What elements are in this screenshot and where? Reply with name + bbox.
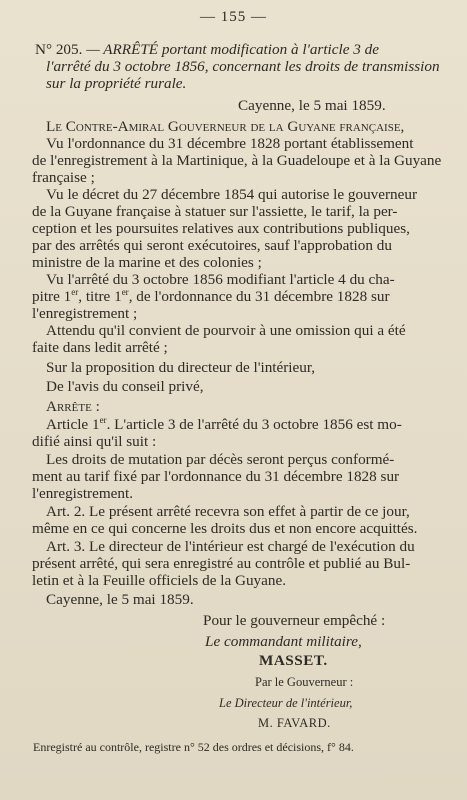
heading-line-1 xyxy=(35,41,379,58)
countersign-line-2: Le Directeur de l'intérieur, xyxy=(219,696,353,710)
place-date: Cayenne, le 5 mai 1859. xyxy=(238,97,386,114)
paragraph-line: ministre de la marine et des colonies ; xyxy=(32,254,262,271)
text-fragment: Article 1 xyxy=(46,416,100,433)
superscript: er xyxy=(71,286,79,297)
paragraph-line: de l'enregistrement à la Martinique, à la Guadeloupe et à la Guyane xyxy=(32,152,442,169)
article-3-line: présent arrêté, qui sera enregistré au contrôle et publié au Bul- xyxy=(32,555,411,572)
article-1-line-2: difié ainsi qu'il suit : xyxy=(32,433,157,450)
closing-date: Cayenne, le 5 mai 1859. xyxy=(46,591,194,608)
signature-name: MASSET. xyxy=(259,652,328,669)
countersign-line-1: Par le Gouverneur : xyxy=(255,675,354,689)
paragraph-line: de la Guyane française à statuer sur l'assiette, le tarif, la per- xyxy=(32,203,398,220)
decree-title-1: — ARRÊTÉ portant modification à l'article 3 de xyxy=(86,41,379,58)
text-fragment: , titre 1 xyxy=(78,288,122,305)
chapitre-line xyxy=(32,288,390,305)
registration-note: Enregistré au contrôle, registre n° 52 des ordres et décisions, f° 84. xyxy=(33,740,354,754)
text-fragment: , de l'ordonnance du 31 décembre 1828 sur xyxy=(128,288,390,305)
quoted-line: l'enregistrement. xyxy=(32,485,133,502)
countersign-name: M. FAVARD. xyxy=(258,716,331,730)
paragraph-line: De l'avis du conseil privé, xyxy=(46,378,204,395)
decree-title-2: l'arrêté du 3 octobre 1856, concernant les droits de transmission xyxy=(46,58,440,75)
signature-line-1: Pour le gouverneur empêché : xyxy=(203,612,386,629)
arrete-label: Arrête : xyxy=(46,398,100,415)
superscript: er xyxy=(99,414,107,425)
paragraph-line: Vu le décret du 27 décembre 1854 qui autorise le gouverneur xyxy=(46,186,418,203)
paragraph-line: Vu l'ordonnance du 31 décembre 1828 portant établissement xyxy=(46,135,414,152)
page-number: — 155 — xyxy=(200,9,267,25)
intro-line: Le Contre-Amiral Gouverneur de la Guyane française, xyxy=(46,118,405,135)
text-fragment: pitre 1 xyxy=(32,288,72,305)
superscript: er xyxy=(121,286,129,297)
paragraph-line: ception et les poursuites relatives aux contributions publiques, xyxy=(32,220,410,237)
article-2-line: même en ce qui concerne les droits dus et non encore acquittés. xyxy=(32,520,418,537)
article-3-line: Art. 3. Le directeur de l'intérieur est chargé de l'exécution du xyxy=(46,538,415,555)
article-2-line: Art. 2. Le présent arrêté recevra son effet à partir de ce jour, xyxy=(46,503,410,520)
paragraph-line: par des arrêtés qui seront exécutoires, sauf l'approbation du xyxy=(32,237,392,254)
paragraph-line: l'enregistrement ; xyxy=(32,305,138,322)
decree-number: N° 205. xyxy=(35,41,83,58)
decree-title-3: sur la propriété rurale. xyxy=(46,75,187,92)
paragraph-line: faite dans ledit arrêté ; xyxy=(32,339,168,356)
paragraph-line: française ; xyxy=(32,169,95,186)
quoted-line: ment au tarif fixé par l'ordonnance du 31 décembre 1828 sur xyxy=(32,468,400,485)
paragraph-line: Attendu qu'il convient de pourvoir à une omission qui a été xyxy=(46,322,406,339)
paragraph-line: Sur la proposition du directeur de l'intérieur, xyxy=(46,359,316,376)
quoted-line: Les droits de mutation par décès seront perçus conformé- xyxy=(46,451,395,468)
paragraph-line: Vu l'arrêté du 3 octobre 1856 modifiant l'article 4 du cha- xyxy=(46,271,395,288)
text-fragment: . L'article 3 de l'arrêté du 3 octobre 1856 est mo- xyxy=(106,416,402,433)
article-1-line-1 xyxy=(46,416,402,433)
signature-line-2: Le commandant militaire, xyxy=(205,633,362,650)
article-3-line: letin et à la Feuille officiels de la Guyane. xyxy=(32,572,287,589)
